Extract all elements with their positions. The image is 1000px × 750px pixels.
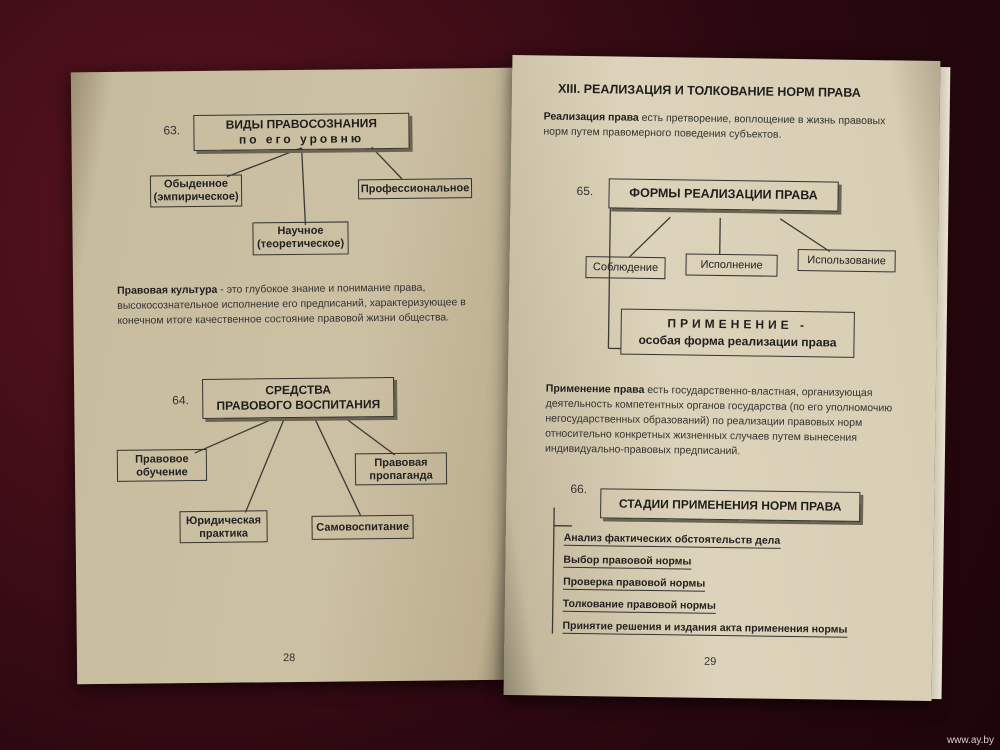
diagram-64-title [202, 377, 394, 419]
node-line1: Обыденное [163, 177, 229, 191]
application-line1: ПРИМЕНЕНИЕ - [667, 316, 809, 333]
node-ordinary [150, 175, 242, 208]
node-line2: практика [199, 527, 249, 541]
stage-item: Выбор правовой нормы [563, 553, 692, 568]
node-legal-practice [179, 510, 267, 543]
diagram-number-66: 66. [570, 481, 588, 497]
diagram-63-connectors [71, 68, 519, 685]
diagram-number-63: 63. [163, 123, 181, 138]
node-legal-propaganda [355, 452, 447, 485]
left-page [71, 68, 519, 685]
application-line2: особая форма реализации права [638, 332, 837, 350]
stage-item: Анализ фактических обстоятельств дела [563, 531, 781, 547]
stage-item: Принятие решения и издания акта применения нормы [562, 619, 848, 636]
diagram-number-65: 65. [576, 183, 594, 199]
node-execution: Исполнение [685, 253, 777, 276]
title-line1: ВИДЫ ПРАВОСОЗНАНИЯ [225, 116, 378, 132]
term: Правовая культура [117, 283, 218, 297]
title-line2: ПРАВОВОГО ВОСПИТАНИЯ [216, 397, 381, 413]
diagram-number-64: 64. [172, 393, 190, 408]
realization-intro [543, 109, 903, 144]
node-line2: пропаганда [369, 469, 433, 483]
diagram-66-title: СТАДИИ ПРИМЕНЕНИЯ НОРМ ПРАВА [600, 488, 860, 522]
node-line1: Юридическая [185, 514, 262, 528]
application-box [620, 309, 855, 358]
page-number-right: 29 [703, 655, 717, 668]
node-line1: Научное [277, 224, 324, 238]
node-line2: обучение [136, 466, 188, 479]
page-number-left: 28 [282, 652, 296, 665]
node-use: Использование [798, 249, 896, 272]
node-line1: Правовая [374, 456, 428, 470]
definition: есть государственно-властная, организующая деятельность компетентных органов государства (по его уполномочию негосударственных образований) по реализации правовых норм относительно конкретных жизненных случаев путем вынесения индивидуально-правовых предписаний. [544, 383, 893, 458]
title-line1: СРЕДСТВА [265, 382, 332, 398]
node-self-education: Самовоспитание [311, 515, 413, 540]
diagram-65-title: ФОРМЫ РЕАЛИЗАЦИИ ПРАВА [608, 178, 838, 211]
right-page [504, 55, 941, 701]
node-scientific [252, 221, 348, 255]
watermark: www.ay.by [946, 735, 994, 746]
application-paragraph [545, 382, 898, 462]
diagram-63-title [193, 113, 409, 151]
definition: есть претворение, воплощение в жизнь правовых норм путем правомерного поведения субъектов. [543, 111, 886, 141]
node-line1: Правовое [135, 453, 189, 466]
term: Реализация права [543, 110, 639, 124]
node-legal-training [117, 449, 207, 482]
title-line2: по его уровню [238, 131, 365, 147]
node-professional: Профессиональное [358, 178, 472, 199]
chapter-heading: XIII. РЕАЛИЗАЦИЯ И ТОЛКОВАНИЕ НОРМ ПРАВА [557, 81, 861, 100]
legal-culture-paragraph [117, 280, 479, 329]
definition: - это глубокое знание и понимание права, высокосознательное исполнение его предписаний, характеризующее в конечном итоге качественное состояние правовой жизни общества. [117, 281, 466, 327]
stage-item: Толкование правовой нормы [562, 597, 716, 612]
node-observance: Соблюдение [585, 256, 665, 279]
node-line2: (теоретическое) [257, 237, 345, 251]
node-line2: (эмпирическое) [153, 190, 239, 204]
stage-item: Проверка правовой нормы [563, 575, 706, 590]
term: Применение права [545, 382, 645, 396]
